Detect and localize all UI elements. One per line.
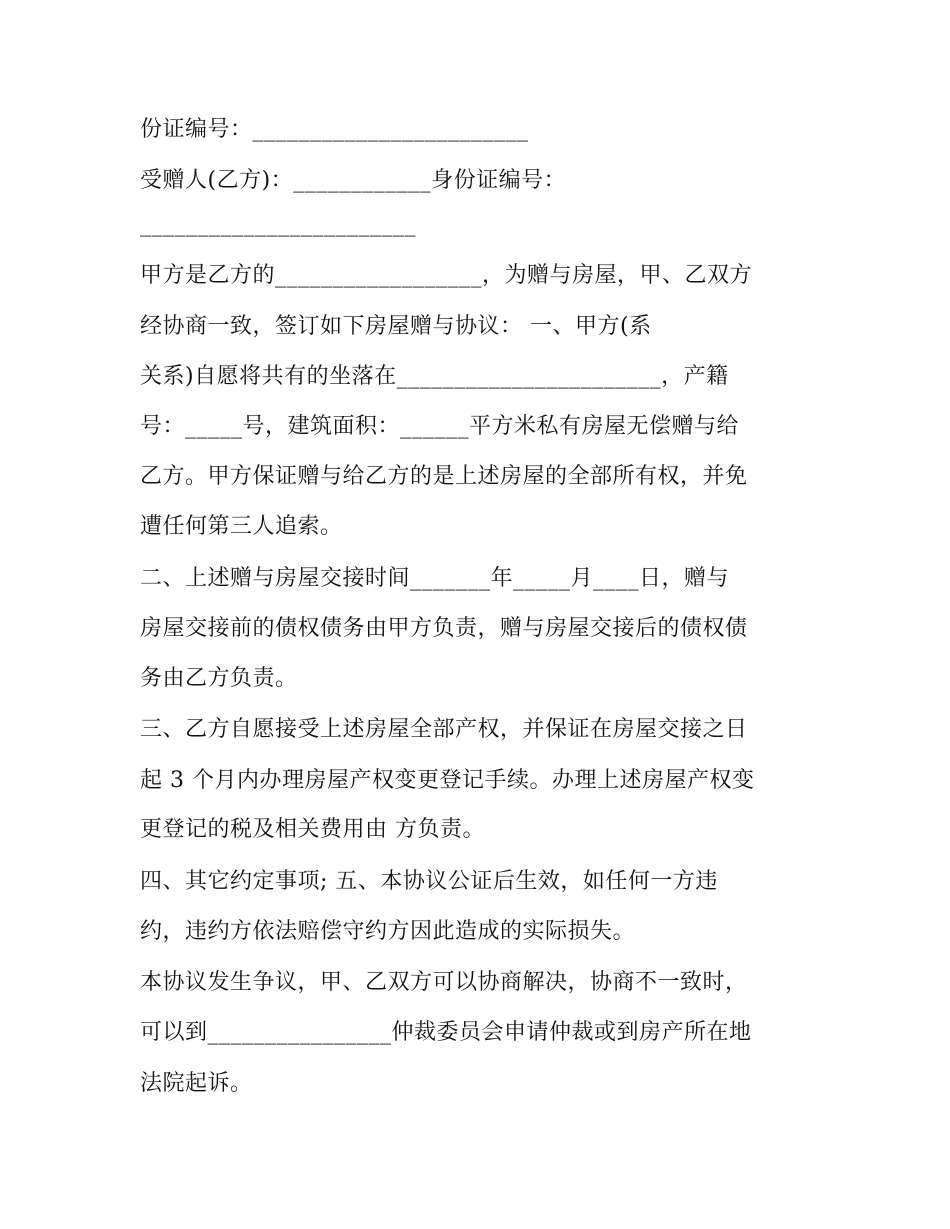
- text-line-13: 三、乙方自愿接受上述房屋全部产权，并保证在房屋交接之日: [140, 717, 748, 742]
- text-line-3: ________________________: [140, 212, 416, 237]
- text-line-19: 可以到________________仲裁委员会申请仲裁或到房产所在地: [140, 1020, 752, 1045]
- text-line-4: 甲方是乙方的__________________，为赠与房屋，甲、乙双方: [140, 263, 753, 288]
- text-line-2: 受赠人(乙方)：____________身份证编号：: [140, 168, 567, 193]
- text-line-9: 遭任何第三人追索。: [140, 514, 343, 539]
- text-line-8: 乙方。甲方保证赠与给乙方的是上述房屋的全部所有权，并免: [140, 464, 748, 489]
- text-line-16: 四、其它约定事项; 五、本协议公证后生效，如任何一方违: [140, 869, 718, 894]
- text-line-17: 约，违约方依法赔偿守约方因此造成的实际损失。: [140, 919, 636, 944]
- text-line-14: 起 3 个月内办理房屋产权变更登记手续。办理上述房屋产权变: [140, 768, 755, 793]
- text-line-12: 务由乙方负责。: [140, 666, 298, 691]
- text-line-1: 份证编号：________________________: [140, 117, 529, 142]
- text-line-5: 经协商一致，签订如下房屋赠与协议： 一、甲方(系: [140, 314, 652, 339]
- text-line-7: 号：_____号，建筑面积：______平方米私有房屋无偿赠与给: [140, 414, 740, 439]
- text-line-10: 二、上述赠与房屋交接时间_______年_____月____日，赠与: [140, 566, 730, 591]
- text-line-15: 更登记的税及相关费用由 方负责。: [140, 817, 485, 842]
- text-line-11: 房屋交接前的债权债务由甲方负责，赠与房屋交接后的债权债: [140, 616, 748, 641]
- text-line-6: 关系)自愿将共有的坐落在_______________________，产籍: [140, 364, 729, 389]
- text-line-20: 法院起诉。: [140, 1071, 253, 1096]
- text-line-18: 本协议发生争议，甲、乙双方可以协商解决，协商不一致时，: [140, 970, 748, 995]
